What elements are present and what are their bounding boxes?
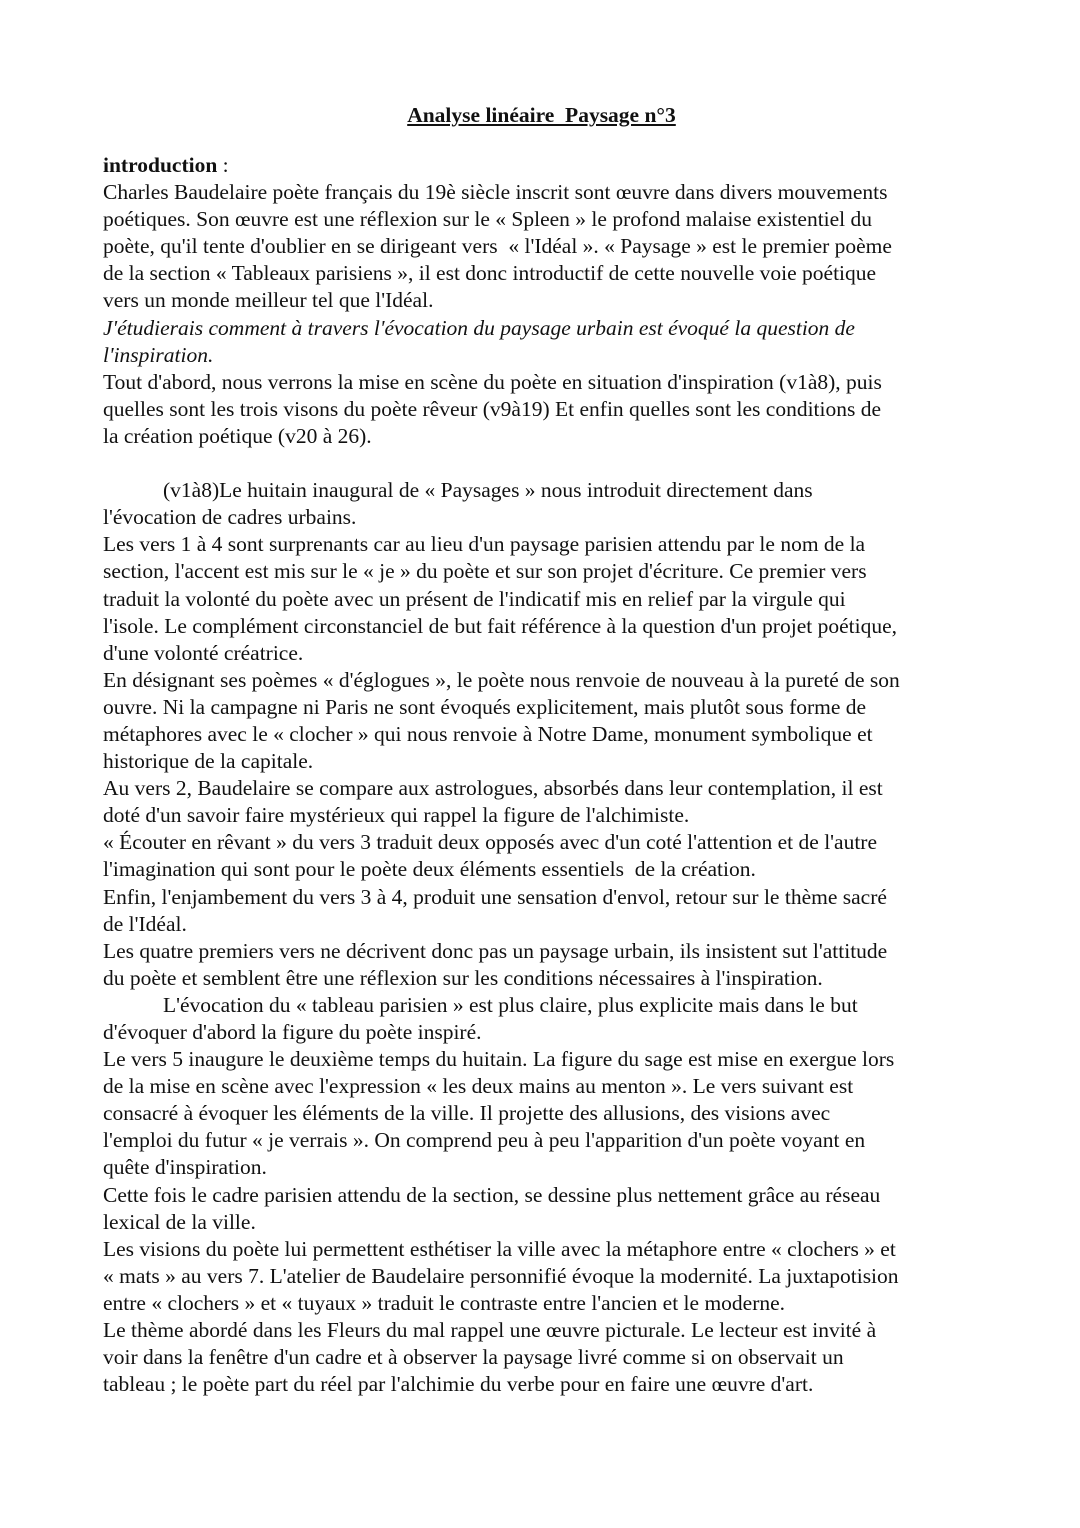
text-line: la création poétique (v20 à 26). <box>103 423 372 448</box>
text-line: En désignant ses poèmes « d'églogues », le poète nous renvoie de nouveau à la pureté de son <box>103 667 900 692</box>
text-line: voir dans la fenêtre d'un cadre et à observer la paysage livré comme si on observait un <box>103 1345 844 1370</box>
text-line: l'évocation de cadres urbains. <box>103 505 357 530</box>
text-line: du poète et semblent être une réflexion sur les conditions nécessaires à l'inspiration. <box>103 965 823 990</box>
text-line: section, l'accent est mis sur le « je » du poète et sur son projet d'écriture. Ce premier vers <box>103 559 867 584</box>
text-line: Tout d'abord, nous verrons la mise en scène du poète en situation d'inspiration (v1à8), puis <box>103 369 882 394</box>
text-line: l'emploi du futur « je verrais ». On comprend peu à peu l'apparition d'un poète voyant en <box>103 1128 866 1153</box>
text-line: de l'Idéal. <box>103 911 187 936</box>
text-line: l'isole. Le complément circonstanciel de but fait référence à la question d'un projet poétique, <box>103 613 897 638</box>
text-line: de la mise en scène avec l'expression « les deux mains au menton ». Le vers suivant est <box>103 1074 854 1099</box>
introduction-paragraph <box>103 179 980 314</box>
text-line: (v1à8)Le huitain inaugural de « Paysages » nous introduit directement dans <box>163 478 813 503</box>
text-line: Le vers 5 inaugure le deuxième temps du huitain. La figure du sage est mise en exergue lors <box>103 1047 895 1072</box>
text-line: Les vers 1 à 4 sont surprenants car au lieu d'un paysage parisien attendu par le nom de la <box>103 532 866 557</box>
introduction-heading-word: introduction <box>103 153 218 177</box>
text-line: Les visions du poète lui permettent esthétiser la ville avec la métaphore entre « clochers » et <box>103 1236 896 1261</box>
text-line: « mats » au vers 7. L'atelier de Baudelaire personnifié évoque la modernité. La juxtapotision <box>103 1263 899 1288</box>
text-line: entre « clochers » et « tuyaux » traduit le contraste entre l'ancien et le moderne. <box>103 1290 786 1315</box>
plan-paragraph <box>103 369 980 450</box>
problematic-paragraph <box>103 315 980 369</box>
text-line: ouvre. Ni la campagne ni Paris ne sont évoqués explicitement, mais plutôt sous forme de <box>103 694 867 719</box>
text-line: L'évocation du « tableau parisien » est plus claire, plus explicite mais dans le but <box>163 992 858 1017</box>
text-line: tableau ; le poète part du réel par l'alchimie du verbe pour en faire une œuvre d'art. <box>103 1372 814 1397</box>
text-line: métaphores avec le « clocher » qui nous renvoie à Notre Dame, monument symbolique et <box>103 721 873 746</box>
text-line: Les quatre premiers vers ne décrivent donc pas un paysage urbain, ils insistent sut l'attitude <box>103 938 888 963</box>
text-line: d'évoquer d'abord la figure du poète inspiré. <box>103 1020 482 1044</box>
text-line: poète, qu'il tente d'oublier en se dirigeant vers « l'Idéal ». « Paysage » est le premier poème <box>103 234 892 259</box>
text-line: historique de la capitale. <box>103 749 314 774</box>
page-title: Analyse linéaire Paysage n°3 <box>407 103 676 127</box>
text-line: l'imagination qui sont pour le poète deux éléments essentiels de la création. <box>103 857 756 882</box>
paragraph-gap <box>103 450 980 477</box>
text-line: l'inspiration. <box>103 342 214 367</box>
text-line: Au vers 2, Baudelaire se compare aux astrologues, absorbés dans leur contemplation, il est <box>103 776 883 801</box>
text-line: quelles sont les trois visons du poète rêveur (v9à19) Et enfin quelles sont les conditions de <box>103 396 882 421</box>
text-line: quête d'inspiration. <box>103 1155 267 1180</box>
analysis-body <box>103 477 980 1398</box>
text-line: de la section « Tableaux parisiens », il est donc introductif de cette nouvelle voie poétique <box>103 261 877 286</box>
text-line: J'étudierais comment à travers l'évocation du paysage urbain est évoqué la question de <box>103 315 855 340</box>
text-line: Le thème abordé dans les Fleurs du mal rappel une œuvre picturale. Le lecteur est invité à <box>103 1318 877 1343</box>
text-line: Charles Baudelaire poète français du 19è siècle inscrit sont œuvre dans divers mouvements <box>103 180 888 205</box>
text-line: traduit la volonté du poète avec un présent de l'indicatif mis en relief par la virgule qui <box>103 586 846 611</box>
text-line: Enfin, l'enjambement du vers 3 à 4, produit une sensation d'envol, retour sur le thème sacré <box>103 884 887 909</box>
introduction-heading-colon: : <box>217 153 229 177</box>
text-line: consacré à évoquer les éléments de la ville. Il projette des allusions, des visions avec <box>103 1101 831 1126</box>
text-line: d'une volonté créatrice. <box>103 640 304 665</box>
text-line: Cette fois le cadre parisien attendu de la section, se dessine plus nettement grâce au réseau <box>103 1182 881 1207</box>
text-line: doté d'un savoir faire mystérieux qui rappel la figure de l'alchimiste. <box>103 803 690 828</box>
text-line: poétiques. Son œuvre est une réflexion sur le « Spleen » le profond malaise existentiel du <box>103 207 873 232</box>
text-line: « Écouter en rêvant » du vers 3 traduit deux opposés avec d'un coté l'attention et de l'autre <box>103 830 878 855</box>
text-line: lexical de la ville. <box>103 1209 256 1234</box>
text-line: vers un monde meilleur tel que l'Idéal. <box>103 288 434 313</box>
introduction-heading <box>103 152 980 179</box>
